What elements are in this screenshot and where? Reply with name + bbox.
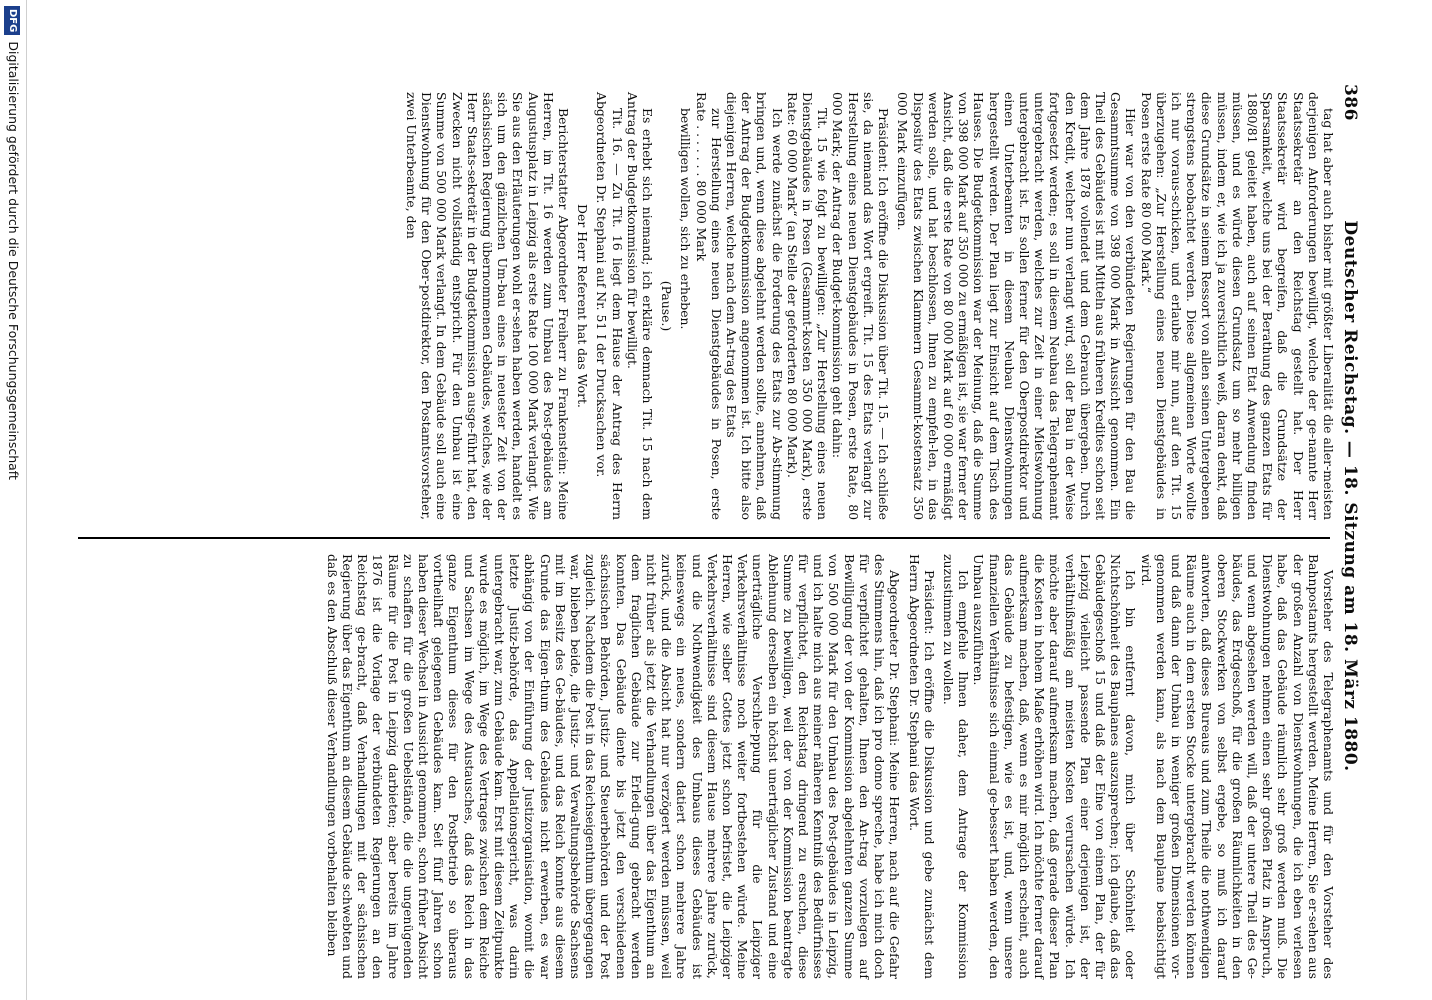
- dfg-logo: DFG: [5, 6, 21, 35]
- left-paragraph: zur Herstellung eines neuen Dienstgebäudes in Posen, erste Rate . . . . . . . 80 000 Mark: [693, 92, 724, 520]
- funding-note: Digitalisierung gefördert durch die Deutsche Forschungsgemeinschaft: [6, 41, 21, 480]
- column-divider: [78, 537, 1330, 539]
- page-number: 386: [1340, 84, 1360, 121]
- left-paragraph: tag hat aber auch bisher mit größter Liberalität die aller-meisten derjenigen Anforderungen bewilligt, welche der ge-nannte Herr Staatssekretär an den Reichstag gestellt hat. Der Herr Staatssekretär wird begreifen, daß die Grundsätze der Sparsamkeit, welche uns bei der Berathung des ganzen Etats für 1880/81 geleitet haben, auch auf seinen Etat Anwendung finden müssen, und es würde diesen Grundsatz um so mehr billigen müssen, indem er, wie ich ja zuversichtlich weiß, daran denkt, daß diese Grundsätze in seinem Ressort von allen seinen Untergebenen strengstens beobachtet werden. Diese allgemeinen Worte wollte ich nur voraus-schicken, und erlaube mir nun, auf den Tit. 15 überzugehen: „Zur Herstellung eines neuen Dienstgebäudes in Posen erste Rate 80 000 Mark.“: [1138, 92, 1336, 520]
- left-paragraph: Präsident: Ich eröffne die Diskussion über Tit. 15. — Ich schließe sie, da niemand das Wort ergreift. Tit. 15 des Etats verlangt zur Herstellung eines neuen Dienstgebäudes in Posen, erste Rate, 80 000 Mark; der Antrag der Budget-kommission geht dahin:: [830, 92, 892, 520]
- right-paragraph: Ich bin entfernt davon, mich über Schönheit oder Nichtschönheit des Bauplanes auszusprechen; ich glaube, daß das Gebäudegeschoß 15 und daß der Eine von einem Plan, der für Leipzig vielleicht passende Plan einer derjenigen ist, der verhältnißmäßig am meisten Kosten verursachen würde. Ich möchte aber darauf aufmerksam machen, daß gerade dieser Plan die Kosten in hohem Maße erhöhen wird. Ich möchte ferner darauf aufmerksam machen, daß, wenn es mir möglich erscheint, auch das Gebäude zu befestigen, wie es ist, und, wenn unsere finanziellen Verhältnisse sich einmal ge-bessert haben werden, den Umbau auszuführen.: [971, 554, 1139, 979]
- right-column: [324, 554, 1336, 979]
- right-paragraph: Abgeordneter Dr. Stephani: Meine Herren, nach auf die Gefahr des Stimmens hin, daß ich pro domo spreche, habe ich mich doch für verpflichtet gehalten, Ihnen den An-trag vorzulegen auf Bewilligung der von der Kommission abgelehnten ganzen Summe von 500 000 Mark für den Umbau des Post-gebäudes in Leipzig, und ich halte mich aus meiner näheren Kenntniß des Bedürfnisses für verpflichtet, den Reichstag dringend zu ersuchen, diese Summe zu bewilligen, weil der von der Kommission beantragte Ablehnung derselben ein höchst unerträglicher Zustand und eine unerträgliche Verschle-ppung für die Leipziger Verkehrsverhältnisse noch weiter fortbestehen würde. Meine Herren, wie selber Gottes jetzt schon befristet, die Leipziger Verkehrsverhältnisse sind diesem Hause mehrere Jahre zurück, und die Nothwendigkeit des Umbaus dieses Gebäudes ist keineswegs ein neues, sondern datiert schon mehrere Jahre zurück, und die Absicht hat nur verzögert werden müssen, weil nicht früher als jetzt die Verhandlungen über das Eigenthum an dem fraglichen Gebäude zur Erledi-gung gebracht werden konnten. Das Gebäude diente bis jetzt den verschiedenen sächsischen Behörden, Justiz- und Steuerbehörden und der Post zugleich. Nachdem die Post in das Reichseigenthum übergegangen war, blieben beide, die Justiz- und Verwaltungsbehörde Sachsens mit im Besitz des Ge-bäudes, und das Reich konnte aus diesem Grunde das Eigen-thum des Gebäudes nicht erwerben, es war abhängig von der Einführung der Justizorganisation, womit die letzte Justiz-behörde, das Appellationsgericht, was darin untergebracht war, zum Gebäude kam. Erst mit diesem Zeitpunkte wurde es möglich, im Wege des Vertrages zwischen dem Reiche und Sachsen im Wege des Austausches, daß das Reich in das ganze Eigenthum dieses für den Postbetrieb so überaus vortheilhaft gelegenen Gebäudes kam. Seit fünf Jahren schon haben dieser Wechsel in Aussicht genommen, schon früher Absicht zu schaffen für die großen Uebelstände, die die ungenügenden Räume für die Post in Leipzig darbieten; aber bereits im Jahre 1876 ist die Vorlage der verbündeten Regierungen an den Reichstag ge-bracht, daß Verhandlungen mit der sächsischen Regierung über das Eigenthum an diesem Gebäude schwebten und daß es den Abschluß dieser Verhandlungen vorbehalten bleiben: [324, 554, 903, 979]
- left-paragraph: Hier war von den verbündeten Regierungen für den Bau die Gesammtsumme von 398 000 Mark in Aussicht genommen. Ein Theil des Gebäudes ist mit Mitteln aus früheren Kredites schon seit dem Jahre 1878 vollendet und dem Gebrauch übergeben. Durch den Kredit, welcher nun verlangt wird, soll der Bau in der Weise fortgesetzt werden; es soll in diesem Neubau das Telegraphenamt untergebracht werden, welches zur Zeit in einer Mietswohnung untergebracht ist. Es sollen ferner für den Oberpostdirektor und einen Unterbeamten in diesem Neubau Dienstwohnungen hergestellt werden. Der Plan liegt zur Einsicht auf dem Tisch des Hauses. Die Budgetkommission war der Meinung, daß die Summe von 398 000 Mark auf 350 000 zu ermäßigen ist, sie war ferner der Ansicht, daß die erste Rate von 80 000 Mark auf 60 000 ermäßigt werden solle, und hat beschlossen, Ihnen zu empfeh-len, in das Dispositiv des Etats zwischen Klammern Gesammt-kostensatz 350 000 Mark einzufügen.: [895, 92, 1139, 520]
- left-paragraph: (Pause.): [659, 280, 675, 332]
- left-paragraph: Ich werde zunächst die Forderung des Etats zur Ab-stimmung bringen und, wenn diese abgelehnt werden sollte, annehmen, daß der Antrag der Budgetkommission angenommen ist. Ich bitte also diejenigen Herren, welche nach dem An-trag des Etats: [724, 92, 785, 520]
- digitization-footer: [0, 0, 27, 1000]
- right-paragraph: Ich empfehle Ihnen daher, dem Antrage der Kommission zuzustimmen zu wollen.: [940, 554, 972, 979]
- left-paragraph: bewilligen wollen, sich zu erheben.: [678, 108, 694, 330]
- left-paragraph: Berichterstatter Abgeordneter Freiherr zu Frankenstein: Meine Herren, im Tit. 16 werden zum Umbau des Post-gebäudes am Augustusplatz in Leipzig als erste Rate 100 000 Mark verlangt. Wie Sie aus den Erläuterungen wohl er-sehen haben werden, handelt es sich um den gänzlichen Um-bau eines in neuester Zeit von der sächsischen Regierung übernommenen Gebäudes, welches, wie der Herr Staats-sekretär in der Budgetkommission ausge-führt hat, den Zwecken nicht vollständig entspricht. Für den Umbau ist eine Summe von 500 000 Mark verlangt. In dem Gebäude soll auch eine Dienstwohnung für den Ober-postdirektor, den Postamtsvorsteher, zwei Unterbeamte, den: [404, 92, 572, 520]
- running-head: Deutscher Reichstag. — 18. Sitzung am 18. März 1880.: [1340, 220, 1360, 772]
- right-paragraph: Vorsteher des Telegraphenamts und für den Vorsteher des Bahnpostamts hergestellt werden. Meine Herren, Sie er-sehen aus der großen Anzahl von Dienstwohnungen, die ich eben verlesen habe, daß das Gebäude räumlich sehr groß werden muß. Die Dienstwohnungen nehmen einen sehr großen Platz in Anspruch, und wenn abgesehen werden will, daß der untere Theil des Ge-bäudes, das Erdgeschoß, für die großen Räumlichkeiten in den oberen Stockwerken von selbst ergebe, so muß ich darauf antworten, daß dieses Bureaus und zum Theile die nothwendigen Räume auch in dem ersten Stocke untergebracht werden können und daß dann der Umbau in weniger großen Dimensionen vor-genommen werden kann, als nach dem Bauplane beabsichtigt wird.: [1138, 554, 1336, 979]
- left-paragraph: Tit. 16. — Zu Tit. 16 liegt dem Hause der Antrag des Herrn Abgeordneten Dr. Stephani auf Nr. 51 I der Drucksachen vor.: [594, 92, 625, 520]
- left-paragraph: Es erhebt sich niemand; ich erkläre demnach Tit. 15 nach dem Antrag der Budgetkommission für bewilligt.: [624, 92, 656, 520]
- left-paragraph: Der Herr Referent hat das Wort.: [575, 204, 591, 408]
- left-paragraph: Tit. 15 wie folgt zu bewilligen: „Zur Herstellung eines neuen Dienstgebäudes in Posen (Gesammt-kosten 350 000 Mark), erste Rate: 60 000 Mark“ (an Stelle der geforderten 80 000 Mark).: [784, 92, 831, 520]
- right-paragraph: Präsident: Ich eröffne die Diskussion und gebe zunächst dem Herrn Abgeordneten Dr. Stephani das Wort.: [906, 554, 937, 979]
- left-column: [404, 92, 1336, 520]
